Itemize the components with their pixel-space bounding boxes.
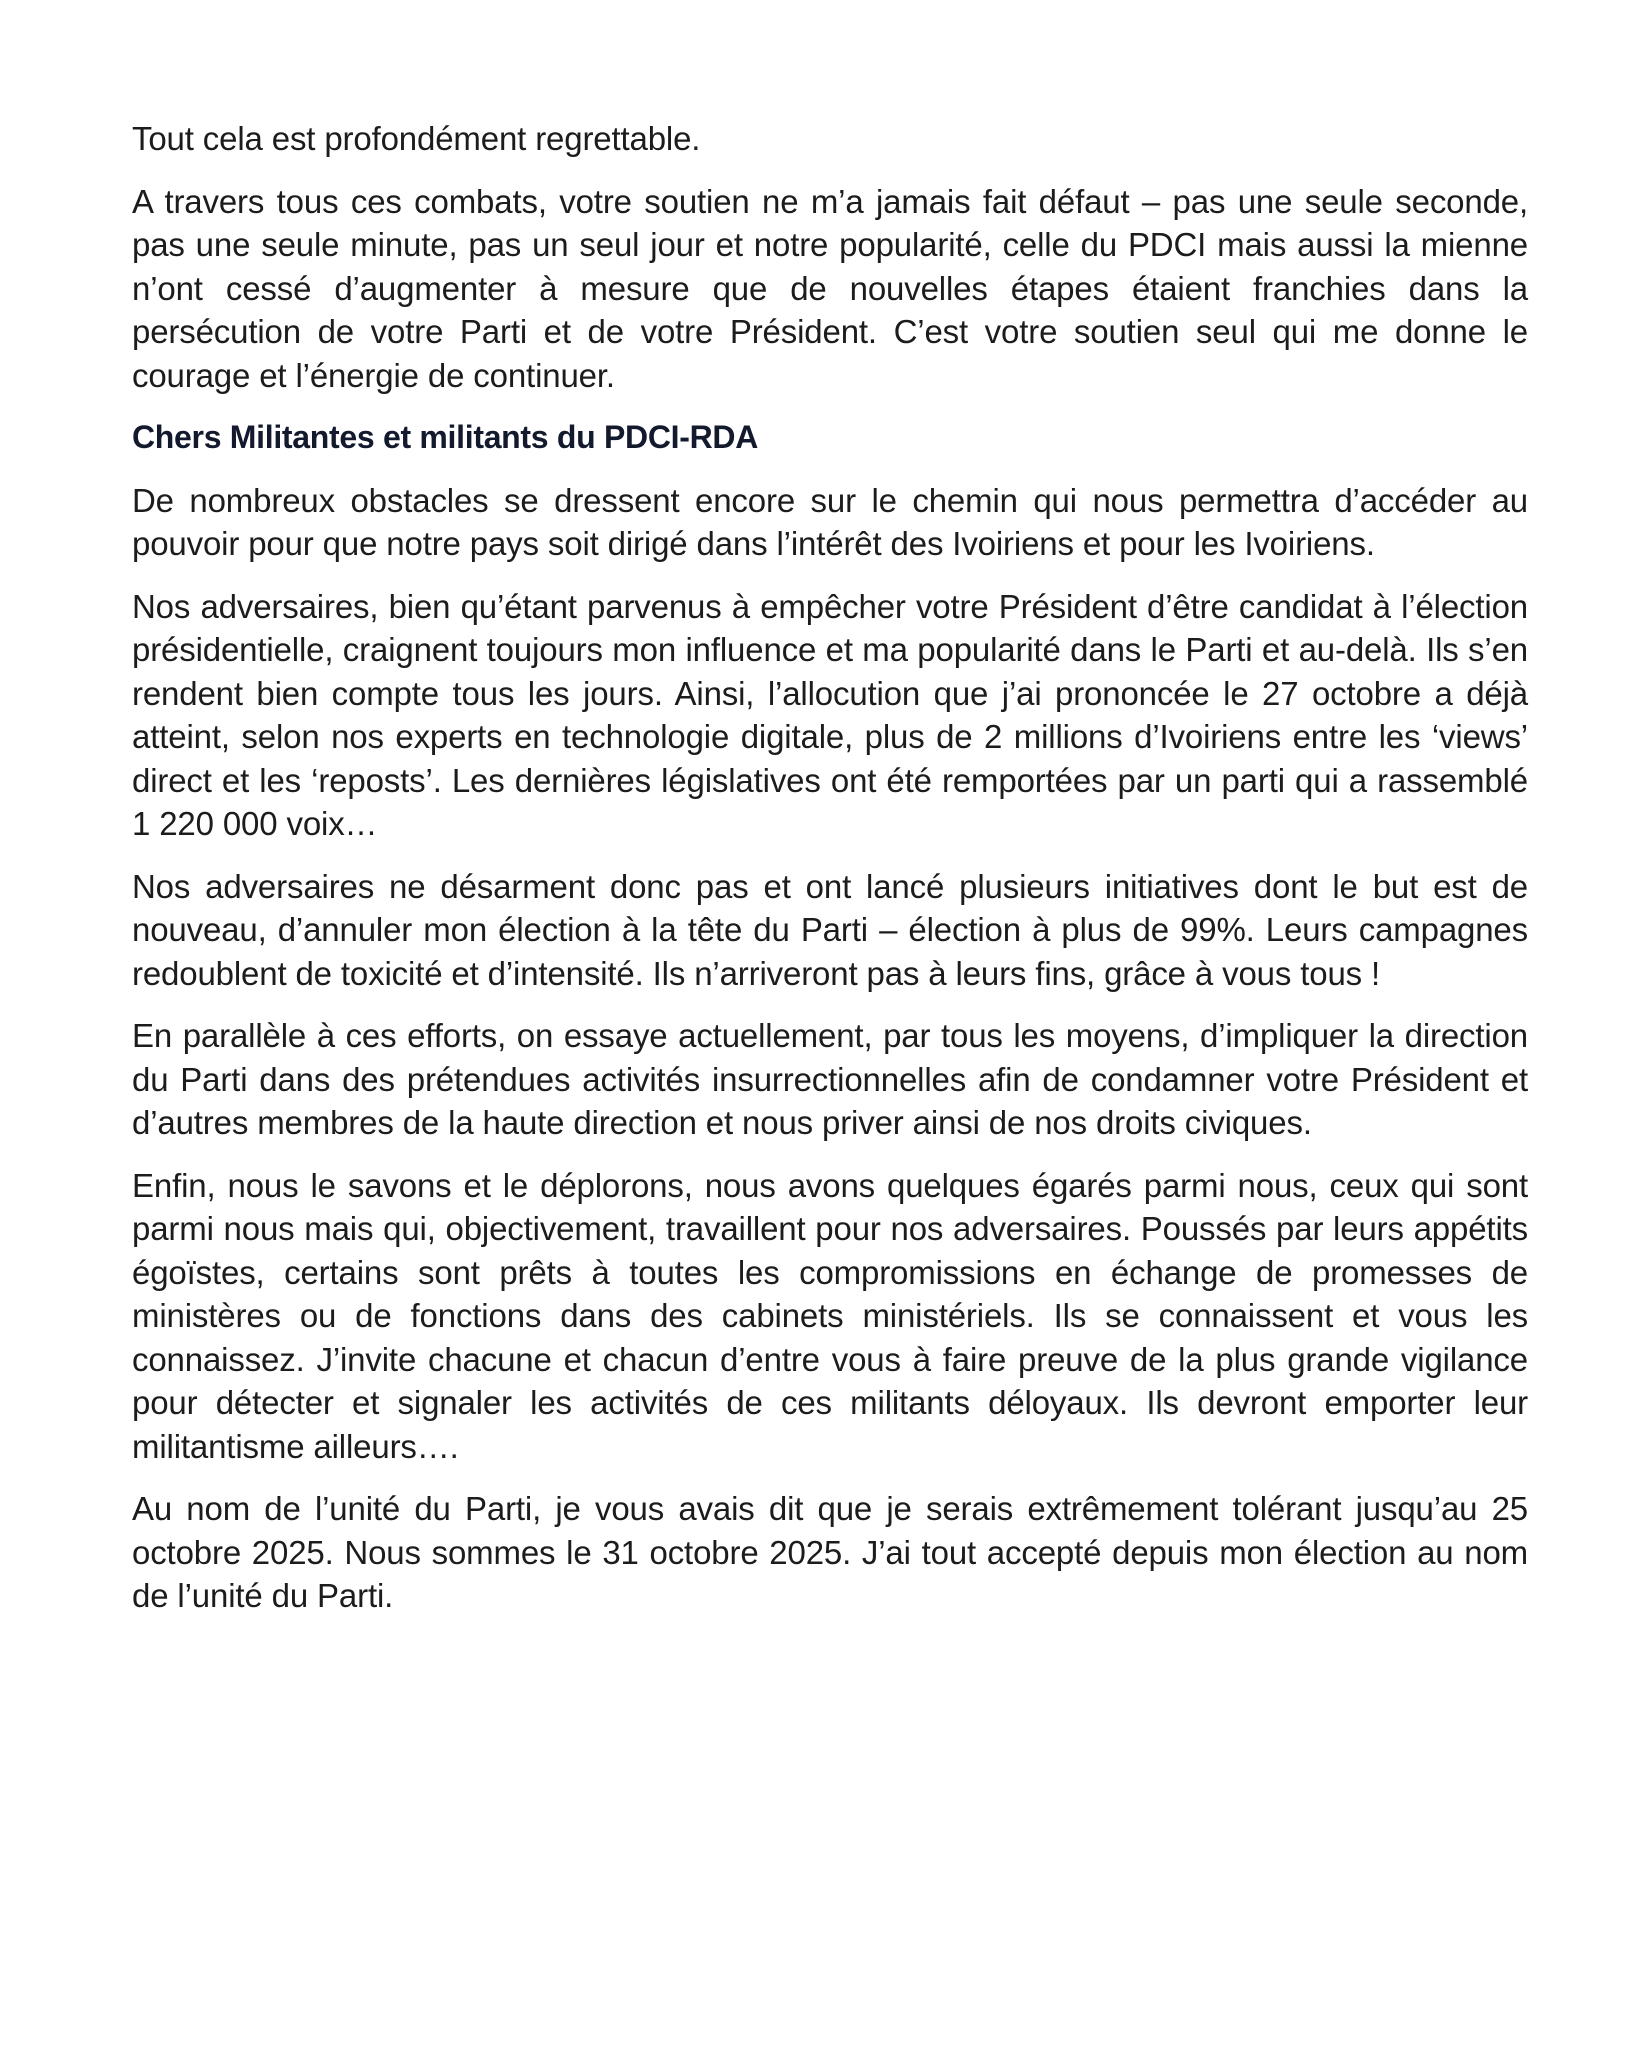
paragraph-party-unity: Au nom de l’unité du Parti, je vous avais dit que je serais extrêmement tolérant jusqu’au 25 octobre 2025. Nous sommes le 31 octobre 2025. J’ai tout accepté depuis mon élection au nom de l’unité du Parti. — [132, 1490, 1528, 1614]
paragraph-adversaries-initiatives: Nos adversaires ne désarment donc pas et ont lancé plusieurs initiatives dont le but est de nouveau, d’annuler mon élection à la tête du Parti – élection à plus de 99%. Leurs campagnes redoublent de toxicité et d’intensité. Ils n’arriveront pas à leurs fins, grâce à vous tous ! — [132, 867, 1528, 992]
paragraph-support: A travers tous ces combats, votre soutien ne m’a jamais fait défaut – pas une seule seconde, pas une seule minute, pas un seul jour et notre popularité, celle du PDCI mais aussi la mienne n’ont cessé d’augmenter à mesure que de nouvelles étapes étaient franchies dans la persécution de votre Parti et de votre Président. C’est votre soutien seul qui me donne le courage et l’énergie de continuer. — [132, 182, 1528, 394]
paragraph-adversaries-influence: Nos adversaires, bien qu’étant parvenus à empêcher votre Président d’être candidat à l’élection présidentielle, craignent toujours mon influence et ma popularité dans le Parti et au-delà. Ils s’en rendent bien compte tous les jours. Ainsi, l’allocution que j’ai prononcée le 27 octobre a déjà atteint, selon nos experts en technologie digitale, plus de 2 millions d’Ivoiriens entre les ‘views’ direct et les ‘reposts’. Les dernières législatives ont été remportées par un parti qui a rassemblé 1 220 000 voix… — [132, 587, 1528, 842]
paragraph-disloyal-members: Enfin, nous le savons et le déplorons, nous avons quelques égarés parmi nous, ceux qui sont parmi nous mais qui, objectivement, travaillent pour nos adversaires. Poussés par leurs appétits égoïstes, certains sont prêts à toutes les compromissions en échange de promesses de ministères ou de fonctions dans des cabinets ministériels. Ils se connaissent et vous les connaissez. J’invite chacune et chacun d’entre vous à faire preuve de la plus grande vigilance pour détecter et signaler les activités de ces militants déloyaux. Ils devront emporter leur militantisme ailleurs…. — [132, 1166, 1528, 1465]
paragraph-regrettable: Tout cela est profondément regrettable. — [132, 120, 701, 157]
section-heading: Chers Militantes et militants du PDCI-RDA — [132, 419, 758, 455]
document-page — [132, 117, 1528, 1637]
paragraph-parallel-efforts: En parallèle à ces efforts, on essaye actuellement, par tous les moyens, d’impliquer la direction du Parti dans des prétendues activités insurrectionnelles afin de condamner votre Président et d’autres membres de la haute direction et nous priver ainsi de nos droits civiques. — [132, 1017, 1528, 1141]
paragraph-obstacles: De nombreux obstacles se dressent encore sur le chemin qui nous permettra d’accéder au pouvoir pour que notre pays soit dirigé dans l’intérêt des Ivoiriens et pour les Ivoiriens. — [132, 481, 1528, 562]
